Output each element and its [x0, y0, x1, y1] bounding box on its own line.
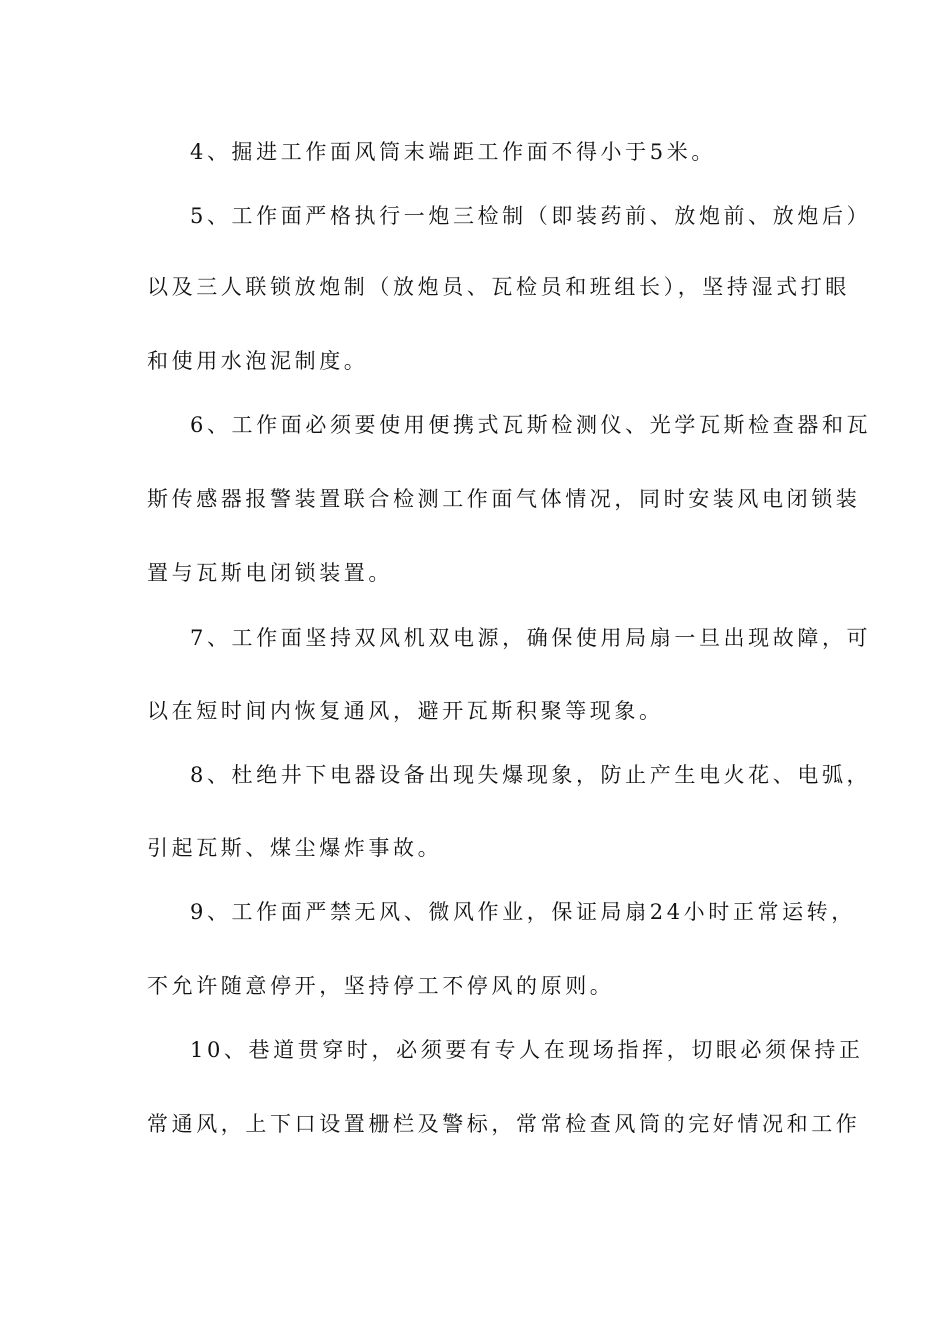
paragraph-7-line-1: 7、工作面坚持双风机双电源，确保使用局扇一旦出现故障，可 — [190, 626, 872, 650]
paragraph-9-line-2: 不允许随意停开，坚持停工不停风的原则。 — [147, 974, 615, 998]
paragraph-10-line-1: 10、巷道贯穿时，必须要有专人在现场指挥，切眼必须保持正 — [190, 1038, 864, 1062]
paragraph-5-line-3: 和使用水泡泥制度。 — [147, 349, 369, 373]
paragraph-8-line-2: 引起瓦斯、煤尘爆炸事故。 — [147, 836, 443, 860]
paragraph-10-line-2: 常通风，上下口设置栅栏及警标，常常检查风筒的完好情况和工作 — [147, 1112, 861, 1136]
paragraph-7-line-2: 以在短时间内恢复通风，避开瓦斯积聚等现象。 — [147, 699, 664, 723]
paragraph-4-line-1: 4、掘进工作面风筒末端距工作面不得小于5米。 — [190, 140, 716, 164]
paragraph-6-line-2: 斯传感器报警装置联合检测工作面气体情况，同时安装风电闭锁装 — [147, 487, 861, 511]
paragraph-5-line-1: 5、工作面严格执行一炮三检制（即装药前、放炮前、放炮后） — [190, 204, 872, 228]
paragraph-5-line-2: 以及三人联锁放炮制（放炮员、瓦检员和班组长），坚持湿式打眼 — [147, 275, 850, 299]
paragraph-6-line-1: 6、工作面必须要使用便携式瓦斯检测仪、光学瓦斯检查器和瓦 — [190, 413, 872, 437]
paragraph-8-line-1: 8、杜绝井下电器设备出现失爆现象，防止产生电火花、电弧， — [190, 763, 872, 787]
paragraph-6-line-3: 置与瓦斯电闭锁装置。 — [147, 561, 393, 585]
paragraph-9-line-1: 9、工作面严禁无风、微风作业，保证局扇24小时正常运转， — [190, 900, 856, 924]
